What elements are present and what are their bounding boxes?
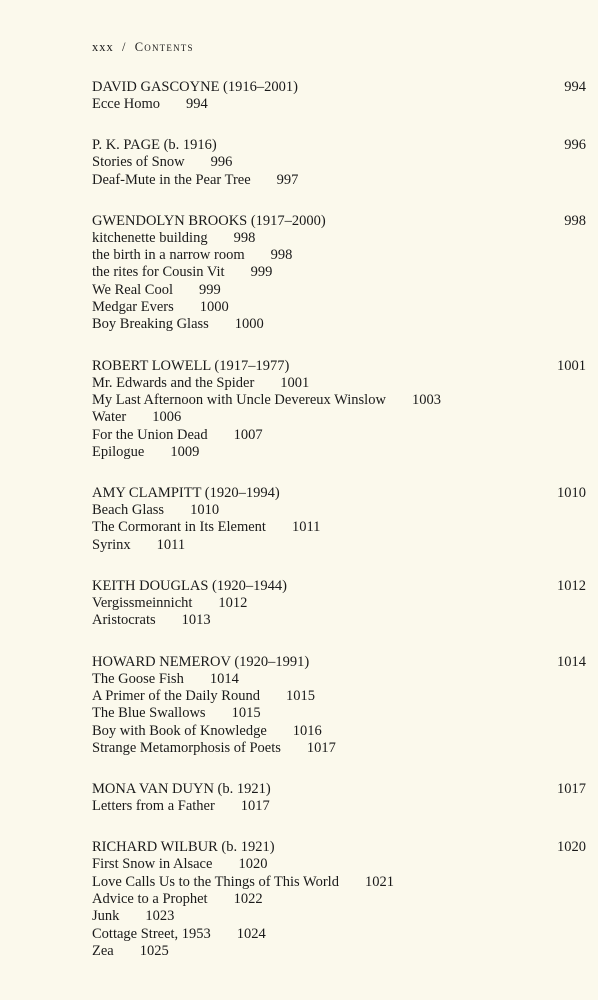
poem-page-number: 1017 — [240, 798, 270, 815]
poem-page-number: 999 — [198, 281, 221, 298]
poem-title: Deaf-Mute in the Pear Tree — [92, 171, 251, 188]
poem-entry — [92, 392, 586, 409]
poem-entry — [92, 154, 586, 171]
author-heading — [92, 577, 586, 595]
poem-title: Zea — [92, 942, 114, 959]
author-page-number: 1010 — [557, 485, 586, 502]
contents-list — [92, 78, 586, 983]
author-page-number: 1014 — [557, 653, 586, 670]
poem-page-number: 1020 — [238, 856, 268, 873]
poem-title: Syrinx — [92, 536, 131, 553]
author-entry — [92, 212, 586, 334]
poem-page-number: 994 — [186, 96, 208, 112]
poem-entry — [92, 282, 586, 299]
author-page-number: 996 — [564, 137, 586, 154]
poem-entry — [92, 172, 586, 189]
poem-title: My Last Afternoon with Uncle Devereux Winslow — [92, 391, 386, 408]
author-entry — [92, 78, 586, 113]
poem-page-number: 998 — [233, 229, 256, 246]
poem-entry — [92, 230, 586, 247]
poem-entry — [92, 409, 586, 426]
poem-title: First Snow in Alsace — [92, 856, 213, 873]
poem-entry — [92, 537, 586, 554]
author-name: DAVID GASCOYNE (1916–2001) — [92, 79, 298, 95]
poem-title: The Blue Swallows — [92, 705, 206, 722]
author-name: HOWARD NEMEROV (1920–1991) — [92, 653, 310, 670]
poem-page-number: 997 — [276, 171, 299, 188]
author-name: ROBERT LOWELL (1917–1977) — [92, 357, 290, 374]
poem-page-number: 998 — [270, 247, 293, 264]
poem-title: Vergissmeinnicht — [92, 595, 193, 612]
poem-page-number: 1011 — [291, 519, 321, 536]
author-name: KEITH DOUGLAS (1920–1944) — [92, 578, 287, 595]
poem-entry — [92, 519, 586, 536]
poem-title: Letters from a Father — [92, 798, 215, 815]
poem-page-number: 1001 — [280, 374, 310, 391]
page-roman-numeral: xxx — [92, 40, 114, 54]
poem-title: Boy Breaking Glass — [92, 316, 209, 333]
author-name: AMY CLAMPITT (1920–1994) — [92, 485, 280, 502]
poem-title: For the Union Dead — [92, 426, 208, 443]
author-heading — [92, 357, 586, 375]
poem-entry — [92, 96, 586, 113]
author-heading — [92, 484, 586, 502]
author-page-number: 1001 — [557, 357, 586, 374]
author-entry — [92, 577, 586, 630]
poem-entry — [92, 247, 586, 264]
author-page-number: 994 — [564, 79, 586, 95]
poem-title: kitchenette building — [92, 229, 208, 246]
poem-title: The Goose Fish — [92, 670, 184, 687]
author-entry — [92, 653, 586, 757]
poem-title: Strange Metamorphosis of Poets — [92, 739, 281, 756]
poem-page-number: 1007 — [233, 426, 263, 443]
author-page-number: 1012 — [557, 578, 586, 595]
author-page-number: 1020 — [557, 839, 586, 856]
poem-entry — [92, 502, 586, 519]
poem-page-number: 1017 — [306, 739, 336, 756]
author-page-number: 1017 — [557, 781, 586, 798]
running-header — [92, 40, 194, 55]
poem-page-number: 1010 — [190, 502, 220, 519]
poem-entry — [92, 427, 586, 444]
poem-title: We Real Cool — [92, 281, 173, 298]
poem-title: Epilogue — [92, 443, 145, 460]
poem-entry — [92, 299, 586, 316]
poem-title: Water — [92, 409, 127, 426]
poem-page-number: 1024 — [236, 925, 266, 942]
poem-entry — [92, 856, 586, 873]
poem-entry — [92, 444, 586, 461]
poem-entry — [92, 264, 586, 281]
poem-page-number: 1015 — [231, 705, 261, 722]
poem-page-number: 1015 — [285, 687, 315, 704]
author-heading — [92, 780, 586, 798]
poem-page-number: 1014 — [209, 670, 239, 687]
poem-page-number: 1025 — [139, 942, 169, 959]
poem-page-number: 999 — [250, 264, 273, 281]
author-name: MONA VAN DUYN (b. 1921) — [92, 781, 271, 798]
poem-page-number: 1006 — [152, 409, 182, 426]
poem-title: The Cormorant in Its Element — [92, 519, 266, 536]
poem-entry — [92, 705, 586, 722]
poem-title: Love Calls Us to the Things of This World — [92, 873, 339, 890]
poem-entry — [92, 723, 586, 740]
author-heading — [92, 136, 586, 154]
poem-entry — [92, 926, 586, 943]
poem-page-number: 1009 — [170, 443, 200, 460]
author-name: P. K. PAGE (b. 1916) — [92, 137, 217, 154]
poem-title: A Primer of the Daily Round — [92, 687, 260, 704]
poem-page-number: 996 — [210, 154, 233, 171]
author-heading — [92, 838, 586, 856]
poem-page-number: 1013 — [181, 612, 211, 629]
poem-title: Medgar Evers — [92, 299, 174, 316]
poem-entry — [92, 943, 586, 960]
author-entry — [92, 838, 586, 960]
poem-entry — [92, 595, 586, 612]
poem-entry — [92, 874, 586, 891]
poem-title: Boy with Book of Knowledge — [92, 722, 267, 739]
poem-entry — [92, 375, 586, 392]
poem-entry — [92, 612, 586, 629]
poem-entry — [92, 891, 586, 908]
author-entry — [92, 780, 586, 815]
poem-title: Mr. Edwards and the Spider — [92, 374, 255, 391]
poem-page-number: 1000 — [199, 299, 229, 316]
author-name: RICHARD WILBUR (b. 1921) — [92, 839, 275, 856]
header-separator: / — [122, 40, 127, 54]
poem-entry — [92, 740, 586, 757]
poem-entry — [92, 908, 586, 925]
author-name: GWENDOLYN BROOKS (1917–2000) — [92, 212, 326, 229]
poem-page-number: 1023 — [145, 908, 175, 925]
poem-title: the birth in a narrow room — [92, 247, 245, 264]
poem-title: Cottage Street, 1953 — [92, 925, 211, 942]
poem-entry — [92, 671, 586, 688]
poem-page-number: 1021 — [364, 873, 394, 890]
poem-page-number: 1012 — [218, 595, 248, 612]
poem-entry — [92, 316, 586, 333]
header-title: Contents — [134, 40, 194, 54]
author-entry — [92, 357, 586, 461]
poem-entry — [92, 688, 586, 705]
author-page-number: 998 — [564, 212, 586, 229]
poem-title: Aristocrats — [92, 612, 156, 629]
poem-title: Advice to a Prophet — [92, 891, 208, 908]
author-entry — [92, 484, 586, 554]
author-entry — [92, 136, 586, 189]
poem-page-number: 1003 — [411, 391, 441, 408]
poem-page-number: 1000 — [234, 316, 264, 333]
poem-title: Junk — [92, 908, 120, 925]
poem-title: Stories of Snow — [92, 154, 185, 171]
poem-title: Ecce Homo — [92, 96, 161, 112]
poem-title: the rites for Cousin Vit — [92, 264, 225, 281]
poem-page-number: 1011 — [156, 536, 186, 553]
author-heading — [92, 653, 586, 671]
poem-title: Beach Glass — [92, 502, 165, 519]
poem-entry — [92, 798, 586, 815]
author-heading — [92, 212, 586, 230]
author-heading — [92, 78, 586, 96]
poem-page-number: 1016 — [292, 722, 322, 739]
poem-page-number: 1022 — [233, 891, 263, 908]
